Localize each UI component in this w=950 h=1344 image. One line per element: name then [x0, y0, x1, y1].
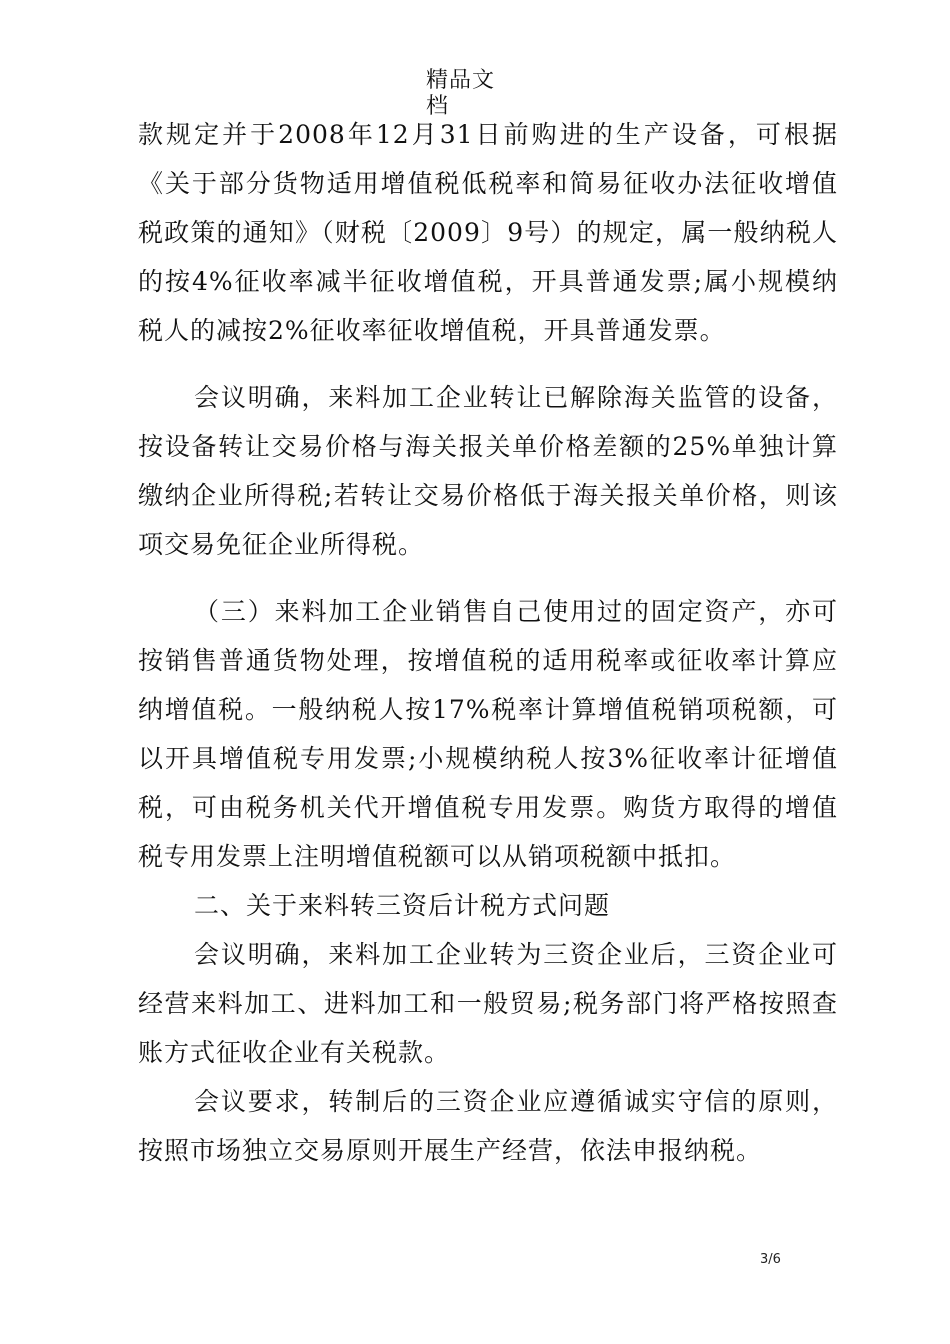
page-number: [760, 1252, 781, 1267]
header-line-1: 精品文: [426, 68, 496, 93]
paragraph-continuation: 款规定并于2008年12月31日前购进的生产设备，可根据《关于部分货物适用增值税低税率和简易征收办法征收增值税政策的通知》（财税〔2009〕9号）的规定，属一般纳税人的按4%征收率减半征收增值税，开具普通发票;属小规模纳税人的减按2%征收率征收增值税，开具普通发票。: [138, 120, 838, 345]
paragraph-requirement: 会议要求，转制后的三资企业应遵循诚实守信的原则，按照市场独立交易原则开展生产经营，依法申报纳税。: [138, 1087, 838, 1165]
document-body: [138, 110, 838, 1175]
header-line-2: 档: [426, 94, 450, 119]
page-separator: /: [768, 1252, 773, 1267]
paragraph-conversion: 会议明确，来料加工企业转为三资企业后，三资企业可经营来料加工、进料加工和一般贸易;税务部门将严格按照查账方式征收企业有关税款。: [138, 940, 838, 1067]
page-total: 6: [772, 1252, 781, 1267]
page-current: 3: [760, 1252, 769, 1267]
paragraph-fixed-assets: （三）来料加工企业销售自己使用过的固定资产，亦可按销售普通货物处理，按增值税的适用税率或征收率计算应纳增值税。一般纳税人按17%税率计算增值税销项税额，可以开具增值税专用发票;小规模纳税人按3%征收率计征增值税，可由税务机关代开增值税专用发票。购货方取得的增值税专用发票上注明增值税额可以从销项税额中抵扣。: [138, 597, 838, 871]
paragraph-equipment-transfer: 会议明确，来料加工企业转让已解除海关监管的设备，按设备转让交易价格与海关报关单价格差额的25%单独计算缴纳企业所得税;若转让交易价格低于海关报关单价格，则该项交易免征企业所得税。: [138, 383, 838, 559]
section-heading-two: 二、关于来料转三资后计税方式问题: [194, 891, 611, 920]
